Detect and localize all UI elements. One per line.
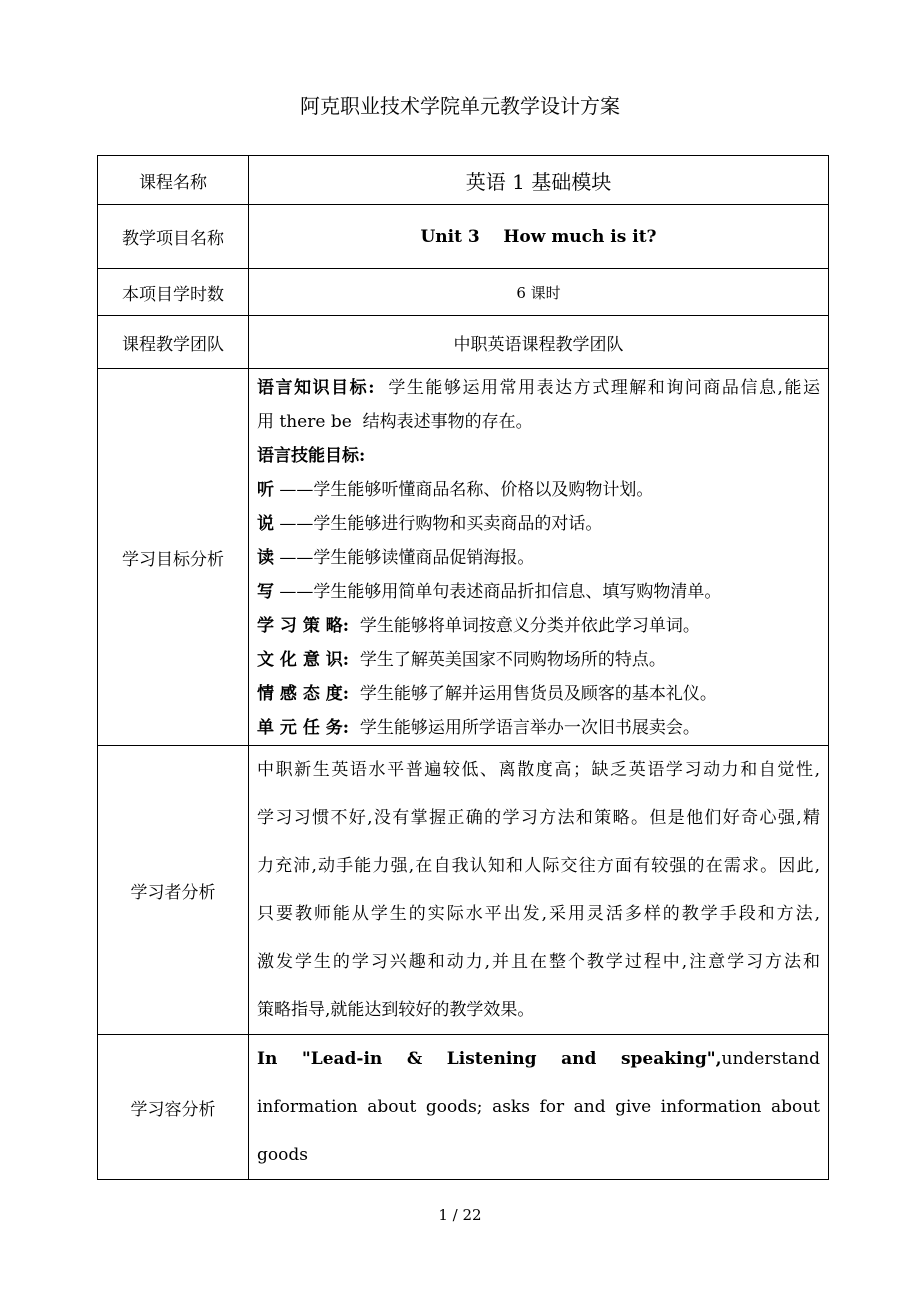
page-title: 阿克职业技术学院单元教学设计方案 — [300, 94, 620, 118]
line-text: ——学生能够听懂商品名称、价格以及购物计划。 — [274, 480, 654, 500]
line-text: 学生能够运用所学语言举办一次旧书展卖会。 — [349, 718, 700, 738]
text-line: 激发学生的学习兴趣和动力,并且在整个教学过程中,注意学习方法和 — [257, 952, 820, 972]
bold-lead: 单 元 任 务: — [257, 718, 350, 738]
label-team: 课程教学团队 — [98, 316, 249, 369]
text-line: 中职新生英语水平普遍较低、离散度高；缺乏英语学习动力和自觉性, — [257, 760, 820, 780]
line-text: 学生能够运用常用表达方式理解和询问商品信息,能运 — [374, 378, 820, 398]
text-line — [249, 711, 828, 745]
text-line — [249, 575, 828, 609]
text-line — [249, 405, 828, 439]
bold-lead: 写 — [257, 582, 274, 602]
text-line — [249, 371, 828, 405]
label-hours: 本项目学时数 — [98, 269, 249, 316]
bold-lead: In "Lead-in & Listening and speaking", — [257, 1049, 722, 1069]
design-table — [97, 155, 829, 1180]
row-project-name — [98, 205, 829, 269]
text-line — [249, 609, 828, 643]
value-project-name: Unit 3 How much is it? — [249, 205, 829, 269]
value-learner — [249, 746, 829, 1035]
label-content: 学习容分析 — [98, 1035, 249, 1180]
value-team: 中职英语课程教学团队 — [249, 316, 829, 369]
text-line: 策略指导,就能达到较好的教学效果。 — [257, 1000, 535, 1020]
bold-lead: 语言知识目标: — [257, 378, 375, 398]
line-text: 学生能够将单词按意义分类并依此学习单词。 — [349, 616, 700, 636]
line-text: ——学生能够读懂商品促销海报。 — [274, 548, 535, 568]
bold-lead: 文 化 意 识: — [257, 650, 350, 670]
bold-lead: 读 — [257, 548, 274, 568]
text-line — [249, 473, 828, 507]
value-content — [249, 1035, 829, 1180]
text-line — [249, 541, 828, 575]
line-text: 用 there be 结构表述事物的存在。 — [257, 412, 533, 432]
value-course-name: 英语 1 基础模块 — [249, 156, 829, 205]
text-line — [249, 643, 828, 677]
bold-lead: 语言技能目标: — [257, 446, 366, 466]
text-line — [249, 677, 828, 711]
text-line: 只要教师能从学生的实际水平出发,采用灵活多样的教学手段和方法, — [257, 904, 820, 924]
label-objectives: 学习目标分析 — [98, 369, 249, 746]
page-number: 1 / 22 — [438, 1206, 482, 1224]
text-line: 力充沛,动手能力强,在自我认知和人际交往方面有较强的在需求。因此, — [257, 856, 820, 876]
value-objectives — [249, 369, 829, 746]
row-hours — [98, 269, 829, 316]
bold-lead: 情 感 态 度: — [257, 684, 350, 704]
label-course-name: 课程名称 — [98, 156, 249, 205]
line-text: understand — [721, 1049, 820, 1069]
label-project-name: 教学项目名称 — [98, 205, 249, 269]
row-course-name — [98, 156, 829, 205]
line-text: 学生能够了解并运用售货员及顾客的基本礼仪。 — [349, 684, 717, 704]
line-text: information about goods; asks for and give information about — [257, 1097, 820, 1117]
row-learner — [98, 746, 829, 1035]
line-text: goods — [257, 1145, 308, 1165]
row-objectives — [98, 369, 829, 746]
row-team — [98, 316, 829, 369]
text-line — [249, 507, 828, 541]
value-hours: 6 课时 — [249, 269, 829, 316]
bold-lead: 说 — [257, 514, 274, 534]
label-learner: 学习者分析 — [98, 746, 249, 1035]
text-line: 学习习惯不好,没有掌握正确的学习方法和策略。但是他们好奇心强,精 — [257, 808, 820, 828]
line-text: 学生了解英美国家不同购物场所的特点。 — [349, 650, 666, 670]
line-text: ——学生能够用简单句表述商品折扣信息、填写购物清单。 — [274, 582, 722, 602]
row-content — [98, 1035, 829, 1180]
text-line — [249, 1083, 828, 1131]
bold-lead: 听 — [257, 480, 274, 500]
bold-lead: 学 习 策 略: — [257, 616, 350, 636]
text-line — [249, 1035, 828, 1083]
text-line — [249, 439, 828, 473]
line-text: ——学生能够进行购物和买卖商品的对话。 — [274, 514, 603, 534]
text-line — [249, 1131, 828, 1179]
